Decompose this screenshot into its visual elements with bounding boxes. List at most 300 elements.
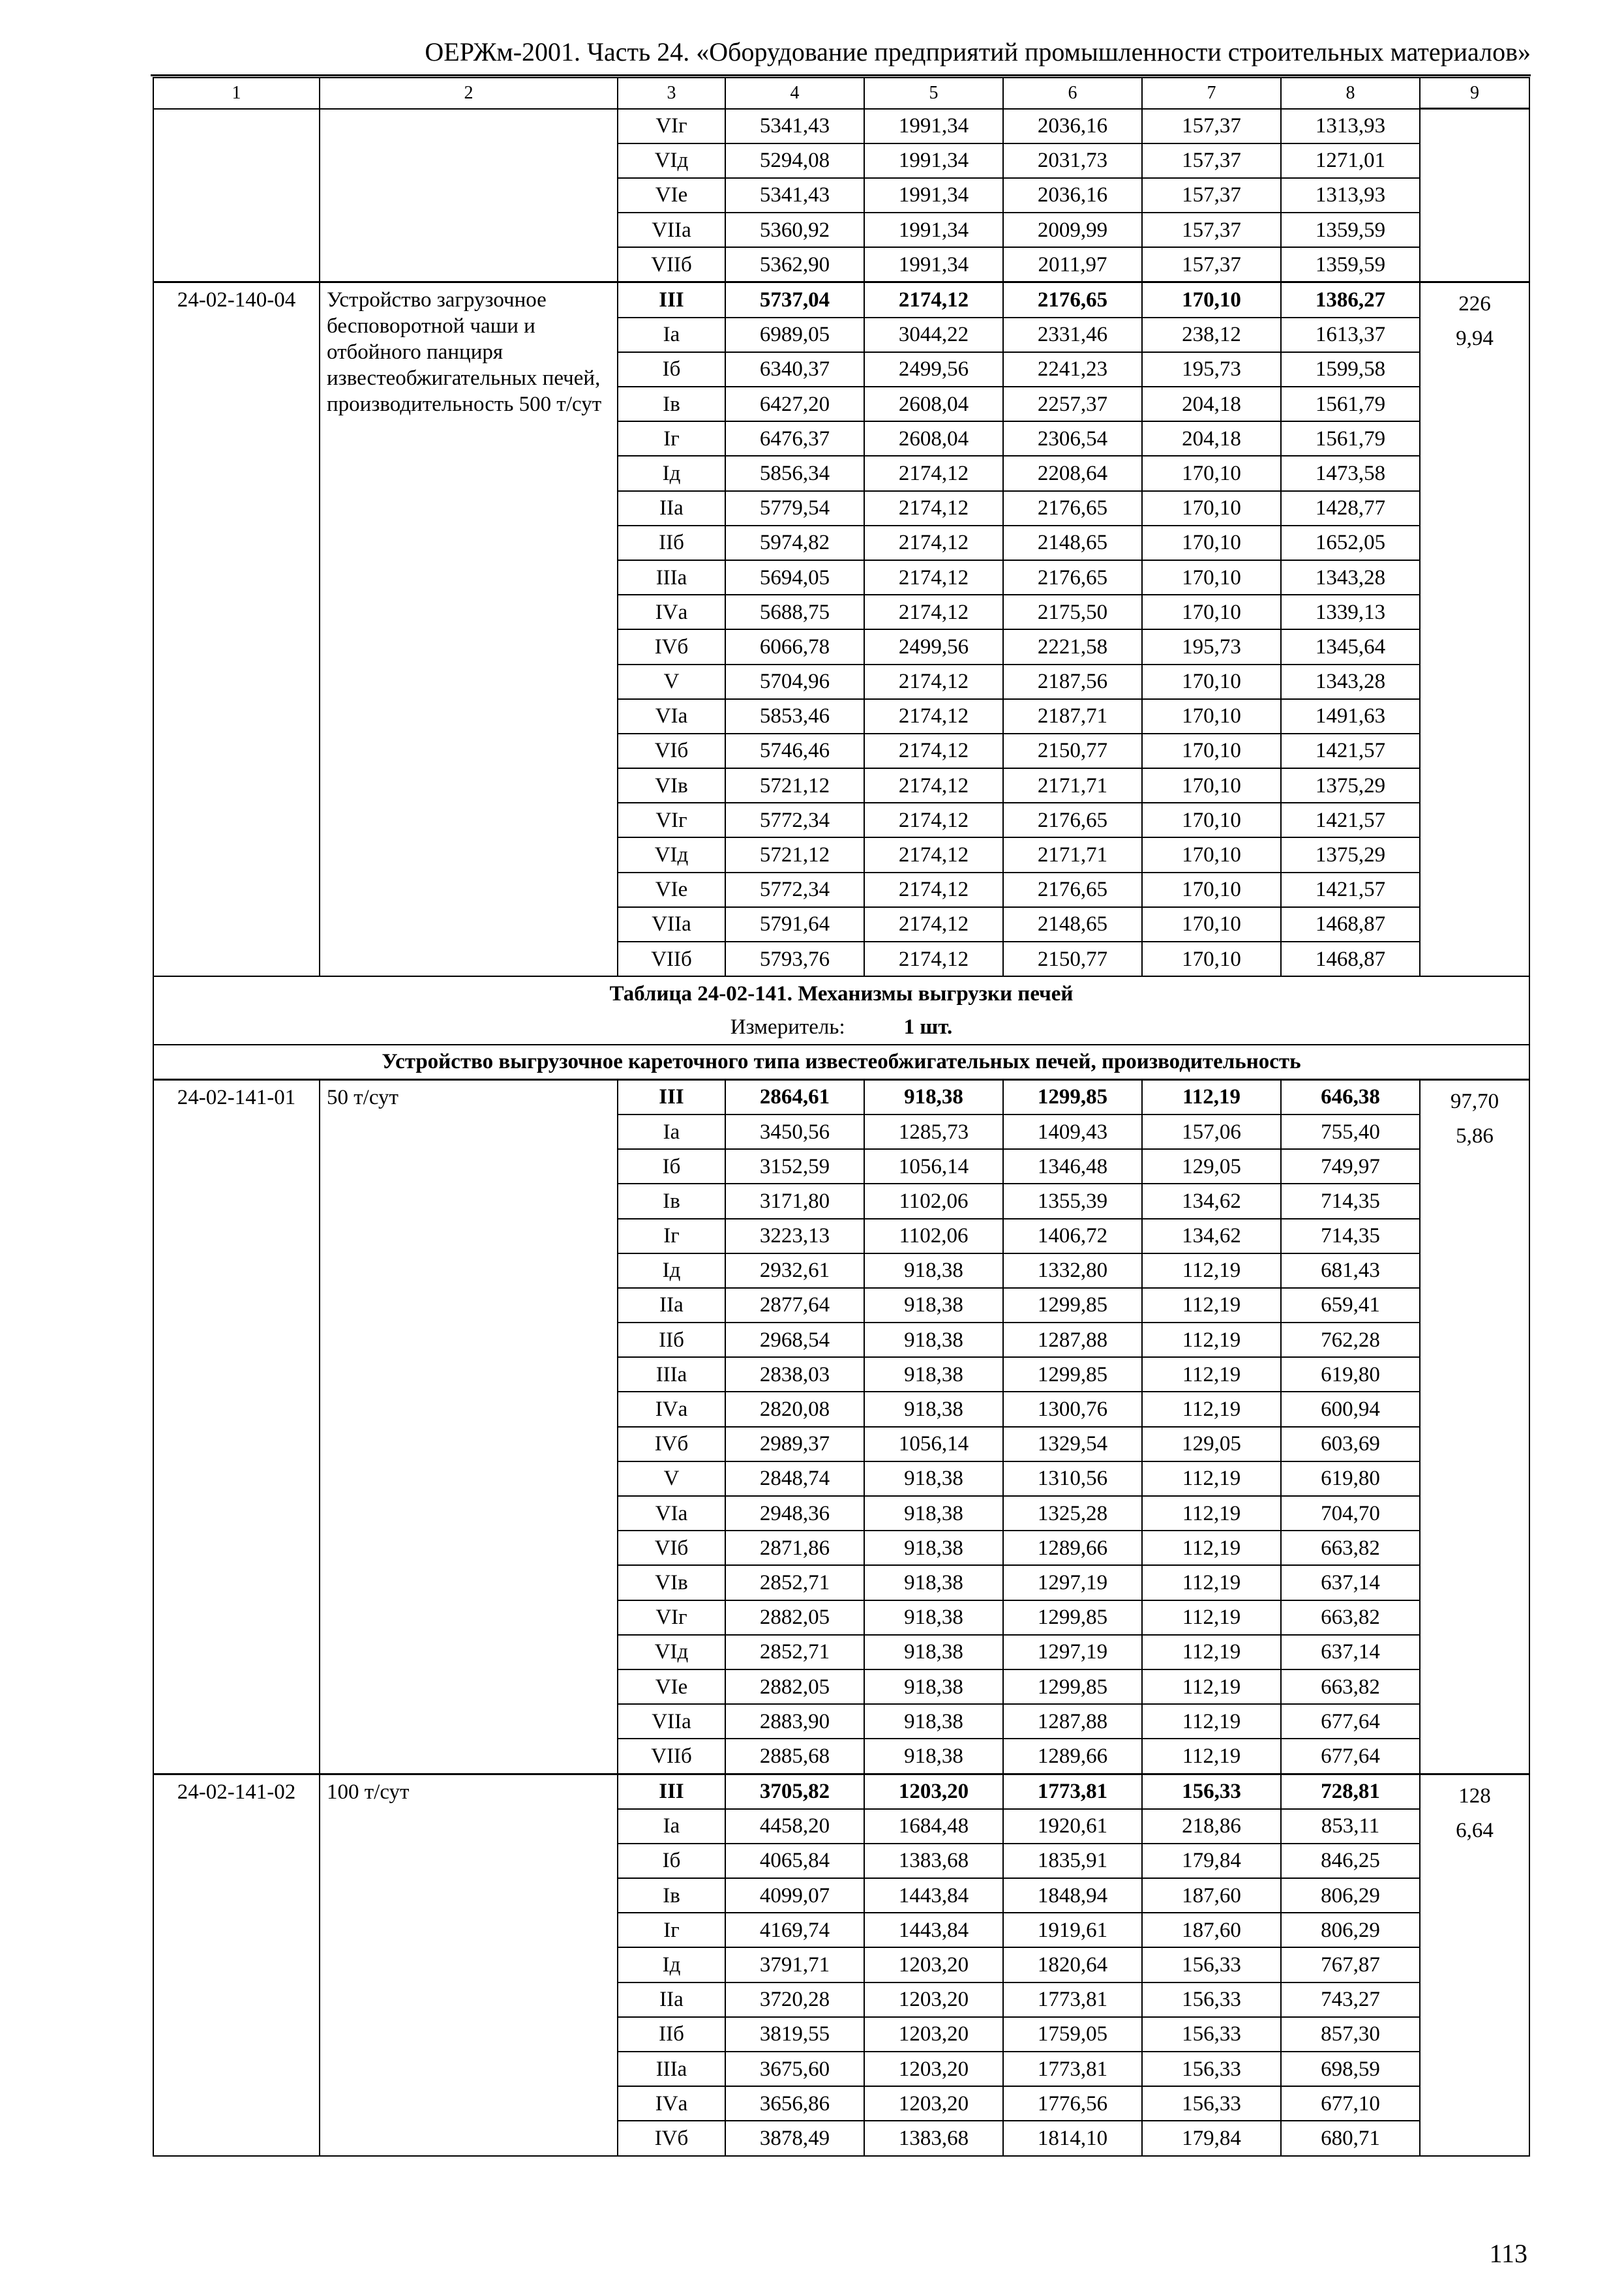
price-value: 6066,78	[725, 629, 864, 664]
price-value: 1299,85	[1003, 1600, 1142, 1635]
price-value: 2989,37	[725, 1427, 864, 1461]
price-value: 918,38	[864, 1253, 1003, 1288]
table-row	[153, 109, 1529, 143]
price-value: 1406,72	[1003, 1219, 1142, 1253]
price-value: 918,38	[864, 1531, 1003, 1565]
price-value: 187,60	[1142, 1878, 1281, 1913]
price-value: 1287,88	[1003, 1704, 1142, 1739]
price-value: 112,19	[1142, 1600, 1281, 1635]
price-value: 714,35	[1281, 1184, 1420, 1218]
price-value: 3819,55	[725, 2017, 864, 2052]
price-value: 1773,81	[1003, 1774, 1142, 1809]
price-value: 2306,54	[1003, 421, 1142, 456]
price-value: 5791,64	[725, 907, 864, 942]
price-value: 1443,84	[864, 1913, 1003, 1947]
table-title-row	[153, 976, 1529, 1010]
price-value: 2608,04	[864, 421, 1003, 456]
price-value: 2171,71	[1003, 768, 1142, 803]
price-value: 2174,12	[864, 665, 1003, 699]
column-number: 9	[1420, 78, 1529, 109]
price-value: 698,59	[1281, 2052, 1420, 2086]
zone-label: VIIб	[618, 1739, 725, 1774]
price-value: 5793,76	[725, 942, 864, 976]
price-value: 1203,20	[864, 2086, 1003, 2121]
rate-code: 24-02-140-04	[153, 282, 320, 976]
zone-label: IIб	[618, 2017, 725, 2052]
price-value: 179,84	[1142, 1844, 1281, 1878]
price-value: 170,10	[1142, 456, 1281, 490]
price-value: 1102,06	[864, 1184, 1003, 1218]
rate-code: 24-02-141-01	[153, 1079, 320, 1774]
zone-label: Iг	[618, 1913, 725, 1947]
price-value: 1203,20	[864, 2052, 1003, 2086]
price-value: 1332,80	[1003, 1253, 1142, 1288]
price-value: 1287,88	[1003, 1323, 1142, 1357]
price-value: 2174,12	[864, 873, 1003, 907]
price-value: 170,10	[1142, 560, 1281, 595]
price-value: 2187,56	[1003, 665, 1142, 699]
price-value: 600,94	[1281, 1392, 1420, 1426]
column-number: 6	[1003, 78, 1142, 109]
price-value: 1599,58	[1281, 352, 1420, 387]
zone-label: VIа	[618, 1496, 725, 1531]
price-value: 1271,01	[1281, 143, 1420, 178]
price-value: 1297,19	[1003, 1635, 1142, 1669]
price-value: 204,18	[1142, 421, 1281, 456]
price-value: 1386,27	[1281, 282, 1420, 318]
price-value: 129,05	[1142, 1149, 1281, 1184]
price-value: 5853,46	[725, 699, 864, 734]
zone-label: IIа	[618, 1982, 725, 2017]
price-value: 112,19	[1142, 1531, 1281, 1565]
price-value: 170,10	[1142, 734, 1281, 768]
rate-code	[153, 109, 320, 282]
column-9-values	[1420, 1079, 1529, 1774]
price-value: 2009,99	[1003, 213, 1142, 247]
price-value: 2174,12	[864, 526, 1003, 560]
column-9-value: 128	[1458, 1784, 1491, 1808]
price-value: 2948,36	[725, 1496, 864, 1531]
zone-label: VIг	[618, 1600, 725, 1635]
price-value: 2968,54	[725, 1323, 864, 1357]
price-value: 170,10	[1142, 837, 1281, 872]
price-value: 129,05	[1142, 1427, 1281, 1461]
price-value: 2852,71	[725, 1635, 864, 1669]
price-value: 1421,57	[1281, 873, 1420, 907]
price-value: 2174,12	[864, 595, 1003, 629]
price-value: 1991,34	[864, 213, 1003, 247]
price-value: 1355,39	[1003, 1184, 1142, 1218]
price-value: 5341,43	[725, 178, 864, 213]
zone-label: Iб	[618, 352, 725, 387]
zone-label: VIе	[618, 178, 725, 213]
price-value: 1299,85	[1003, 1079, 1142, 1115]
price-value: 1056,14	[864, 1149, 1003, 1184]
price-value: 1776,56	[1003, 2086, 1142, 2121]
zone-label: IVа	[618, 595, 725, 629]
price-value: 714,35	[1281, 1219, 1420, 1253]
price-value: 5294,08	[725, 143, 864, 178]
price-value: 1421,57	[1281, 803, 1420, 837]
zone-label: V	[618, 665, 725, 699]
price-value: 603,69	[1281, 1427, 1420, 1461]
column-number: 4	[725, 78, 864, 109]
price-value: 112,19	[1142, 1739, 1281, 1774]
price-value: 1773,81	[1003, 1982, 1142, 2017]
price-value: 2864,61	[725, 1079, 864, 1115]
price-value: 1339,13	[1281, 595, 1420, 629]
column-9-value: 6,64	[1456, 1818, 1494, 1842]
price-value: 3720,28	[725, 1982, 864, 2017]
zone-label: IIб	[618, 1323, 725, 1357]
price-value: 5737,04	[725, 282, 864, 318]
zone-label: VIб	[618, 734, 725, 768]
price-value: 179,84	[1142, 2121, 1281, 2155]
price-value: 5704,96	[725, 665, 864, 699]
price-value: 156,33	[1142, 1982, 1281, 2017]
rate-description: 100 т/сут	[320, 1774, 618, 2156]
column-number: 3	[618, 78, 725, 109]
zone-label: IIIа	[618, 1357, 725, 1392]
price-value: 918,38	[864, 1496, 1003, 1531]
price-value: 2011,97	[1003, 247, 1142, 282]
price-value: 659,41	[1281, 1288, 1420, 1323]
price-value: 134,62	[1142, 1184, 1281, 1218]
zone-label: VIе	[618, 873, 725, 907]
price-value: 2499,56	[864, 629, 1003, 664]
price-value: 5772,34	[725, 803, 864, 837]
price-value: 3656,86	[725, 2086, 864, 2121]
zone-label: Iв	[618, 387, 725, 421]
price-value: 2499,56	[864, 352, 1003, 387]
price-value: 157,37	[1142, 178, 1281, 213]
zone-label: VIIб	[618, 247, 725, 282]
price-value: 6476,37	[725, 421, 864, 456]
price-value: 157,37	[1142, 143, 1281, 178]
column-9-values	[1420, 109, 1529, 282]
price-value: 170,10	[1142, 282, 1281, 318]
zone-label: Iг	[618, 421, 725, 456]
price-value: 918,38	[864, 1357, 1003, 1392]
price-value: 112,19	[1142, 1704, 1281, 1739]
price-value: 853,11	[1281, 1809, 1420, 1844]
price-value: 2174,12	[864, 803, 1003, 837]
price-value: 1473,58	[1281, 456, 1420, 490]
zone-label: III	[618, 282, 725, 318]
price-value: 1203,20	[864, 1774, 1003, 1809]
zone-label: VIIб	[618, 942, 725, 976]
price-value: 2174,12	[864, 699, 1003, 734]
zone-label: IVб	[618, 629, 725, 664]
price-value: 2176,65	[1003, 491, 1142, 526]
price-value: 3791,71	[725, 1947, 864, 1982]
price-value: 2174,12	[864, 456, 1003, 490]
zone-label: VIд	[618, 837, 725, 872]
price-value: 2241,23	[1003, 352, 1142, 387]
zone-label: VIб	[618, 1531, 725, 1565]
price-value: 157,06	[1142, 1115, 1281, 1149]
zone-label: IVа	[618, 2086, 725, 2121]
zone-label: Iд	[618, 456, 725, 490]
price-value: 4065,84	[725, 1844, 864, 1878]
price-value: 749,97	[1281, 1149, 1420, 1184]
price-value: 5779,54	[725, 491, 864, 526]
price-value: 5694,05	[725, 560, 864, 595]
price-value: 4458,20	[725, 1809, 864, 1844]
price-value: 1359,59	[1281, 213, 1420, 247]
rate-description: 50 т/сут	[320, 1079, 618, 1774]
price-value: 5772,34	[725, 873, 864, 907]
price-value: 918,38	[864, 1288, 1003, 1323]
section-heading-row	[153, 1045, 1529, 1080]
price-value: 2031,73	[1003, 143, 1142, 178]
price-value: 2150,77	[1003, 942, 1142, 976]
column-number: 2	[320, 78, 618, 109]
zone-label: Iб	[618, 1844, 725, 1878]
price-value: 755,40	[1281, 1115, 1420, 1149]
price-value: 1468,87	[1281, 942, 1420, 976]
price-value: 2176,65	[1003, 803, 1142, 837]
price-value: 1299,85	[1003, 1357, 1142, 1392]
price-value: 918,38	[864, 1704, 1003, 1739]
column-9-values	[1420, 282, 1529, 976]
zone-label: VIг	[618, 803, 725, 837]
price-value: 2885,68	[725, 1739, 864, 1774]
zone-label: IIа	[618, 1288, 725, 1323]
price-value: 1297,19	[1003, 1565, 1142, 1600]
price-value: 1203,20	[864, 2017, 1003, 2052]
price-value: 637,14	[1281, 1565, 1420, 1600]
rate-description: Устройство загрузочное бесповоротной чаши и отбойного панциря известеобжигательных печей, производительность 500 т/сут	[320, 282, 618, 976]
price-value: 2174,12	[864, 768, 1003, 803]
column-9-value: 5,86	[1456, 1124, 1494, 1148]
price-value: 238,12	[1142, 318, 1281, 352]
price-value: 1991,34	[864, 109, 1003, 143]
price-value: 677,64	[1281, 1739, 1420, 1774]
price-value: 3878,49	[725, 2121, 864, 2155]
measure-value: 1 шт.	[903, 1015, 953, 1039]
price-value: 5721,12	[725, 768, 864, 803]
price-value: 1299,85	[1003, 1669, 1142, 1704]
price-value: 134,62	[1142, 1219, 1281, 1253]
price-value: 3450,56	[725, 1115, 864, 1149]
measure-label: Измеритель:	[730, 1015, 845, 1039]
price-value: 195,73	[1142, 352, 1281, 387]
price-value: 218,86	[1142, 1809, 1281, 1844]
price-value: 204,18	[1142, 387, 1281, 421]
zone-label: VIIа	[618, 907, 725, 942]
price-value: 5856,34	[725, 456, 864, 490]
price-value: 170,10	[1142, 768, 1281, 803]
measure-unit	[153, 1010, 1529, 1044]
column-number: 8	[1281, 78, 1420, 109]
zone-label: IIIа	[618, 2052, 725, 2086]
price-value: 2174,12	[864, 837, 1003, 872]
column-9-values	[1420, 1774, 1529, 2156]
table-row	[153, 282, 1529, 318]
price-value: 4099,07	[725, 1878, 864, 1913]
price-value: 187,60	[1142, 1913, 1281, 1947]
column-number: 7	[1142, 78, 1281, 109]
price-value: 3171,80	[725, 1184, 864, 1218]
price-value: 1820,64	[1003, 1947, 1142, 1982]
zone-label: Iг	[618, 1219, 725, 1253]
price-value: 918,38	[864, 1600, 1003, 1635]
price-value: 2221,58	[1003, 629, 1142, 664]
price-value: 5360,92	[725, 213, 864, 247]
price-value: 846,25	[1281, 1844, 1420, 1878]
price-value: 2882,05	[725, 1600, 864, 1635]
table-title: Таблица 24-02-141. Механизмы выгрузки печей	[153, 976, 1529, 1010]
price-value: 1299,85	[1003, 1288, 1142, 1323]
price-value: 112,19	[1142, 1357, 1281, 1392]
price-value: 156,33	[1142, 2086, 1281, 2121]
price-value: 156,33	[1142, 2017, 1281, 2052]
price-value: 5746,46	[725, 734, 864, 768]
column-9-value: 226	[1458, 292, 1491, 316]
price-value: 170,10	[1142, 665, 1281, 699]
price-value: 2174,12	[864, 907, 1003, 942]
price-value: 762,28	[1281, 1323, 1420, 1357]
zone-label: VIа	[618, 699, 725, 734]
price-value: 2608,04	[864, 387, 1003, 421]
price-value: 157,37	[1142, 247, 1281, 282]
price-value: 3675,60	[725, 2052, 864, 2086]
price-value: 156,33	[1142, 1774, 1281, 1809]
price-value: 1300,76	[1003, 1392, 1142, 1426]
price-value: 619,80	[1281, 1461, 1420, 1496]
price-value: 1409,43	[1003, 1115, 1142, 1149]
zone-label: VIIа	[618, 213, 725, 247]
price-value: 1848,94	[1003, 1878, 1142, 1913]
price-value: 170,10	[1142, 491, 1281, 526]
price-value: 2932,61	[725, 1253, 864, 1288]
zone-label: V	[618, 1461, 725, 1496]
zone-label: III	[618, 1774, 725, 1809]
rates-table-body	[153, 78, 1529, 2156]
price-value: 1343,28	[1281, 665, 1420, 699]
price-value: 170,10	[1142, 699, 1281, 734]
price-value: 3044,22	[864, 318, 1003, 352]
price-value: 2331,46	[1003, 318, 1142, 352]
zone-label: VIд	[618, 143, 725, 178]
price-value: 112,19	[1142, 1392, 1281, 1426]
price-value: 646,38	[1281, 1079, 1420, 1115]
price-value: 1561,79	[1281, 421, 1420, 456]
price-value: 1313,93	[1281, 109, 1420, 143]
price-value: 112,19	[1142, 1079, 1281, 1115]
price-value: 663,82	[1281, 1600, 1420, 1635]
price-value: 2257,37	[1003, 387, 1142, 421]
price-value: 918,38	[864, 1079, 1003, 1115]
table-row	[153, 1774, 1529, 1809]
price-value: 2174,12	[864, 491, 1003, 526]
price-value: 2882,05	[725, 1669, 864, 1704]
price-value: 6989,05	[725, 318, 864, 352]
price-value: 156,33	[1142, 2052, 1281, 2086]
price-value: 2171,71	[1003, 837, 1142, 872]
price-value: 112,19	[1142, 1323, 1281, 1357]
price-value: 637,14	[1281, 1635, 1420, 1669]
price-value: 918,38	[864, 1461, 1003, 1496]
table-row	[153, 1079, 1529, 1115]
price-value: 680,71	[1281, 2121, 1420, 2155]
price-value: 1991,34	[864, 143, 1003, 178]
price-value: 767,87	[1281, 1947, 1420, 1982]
price-value: 170,10	[1142, 526, 1281, 560]
price-value: 806,29	[1281, 1913, 1420, 1947]
price-value: 743,27	[1281, 1982, 1420, 2017]
price-value: 2187,71	[1003, 699, 1142, 734]
price-value: 1814,10	[1003, 2121, 1142, 2155]
zone-label: III	[618, 1079, 725, 1115]
price-value: 2848,74	[725, 1461, 864, 1496]
price-value: 2877,64	[725, 1288, 864, 1323]
price-value: 112,19	[1142, 1496, 1281, 1531]
price-value: 2036,16	[1003, 178, 1142, 213]
price-value: 918,38	[864, 1669, 1003, 1704]
page-number: 113	[1489, 2239, 1527, 2268]
price-value: 5688,75	[725, 595, 864, 629]
price-value: 918,38	[864, 1565, 1003, 1600]
document-header: ОЕРЖм-2001. Часть 24. «Оборудование предприятий промышленности строительных материалов»	[425, 37, 1531, 67]
price-value: 112,19	[1142, 1288, 1281, 1323]
price-value: 918,38	[864, 1739, 1003, 1774]
zone-label: Iд	[618, 1253, 725, 1288]
price-value: 1835,91	[1003, 1844, 1142, 1878]
price-value: 1561,79	[1281, 387, 1420, 421]
price-value: 663,82	[1281, 1669, 1420, 1704]
price-value: 1203,20	[864, 1982, 1003, 2017]
price-value: 3152,59	[725, 1149, 864, 1184]
price-value: 170,10	[1142, 942, 1281, 976]
price-value: 1428,77	[1281, 491, 1420, 526]
section-heading: Устройство выгрузочное кареточного типа известеобжигательных печей, производительность	[153, 1045, 1529, 1080]
price-value: 4169,74	[725, 1913, 864, 1947]
price-value: 1684,48	[864, 1809, 1003, 1844]
price-value: 5362,90	[725, 247, 864, 282]
price-value: 6340,37	[725, 352, 864, 387]
price-value: 170,10	[1142, 803, 1281, 837]
price-value: 1613,37	[1281, 318, 1420, 352]
zone-label: IVа	[618, 1392, 725, 1426]
price-value: 2176,65	[1003, 560, 1142, 595]
price-value: 112,19	[1142, 1461, 1281, 1496]
price-value: 1345,64	[1281, 629, 1420, 664]
price-value: 1652,05	[1281, 526, 1420, 560]
price-value: 112,19	[1142, 1565, 1281, 1600]
price-value: 918,38	[864, 1323, 1003, 1357]
price-value: 2208,64	[1003, 456, 1142, 490]
price-value: 663,82	[1281, 1531, 1420, 1565]
price-value: 5341,43	[725, 109, 864, 143]
zone-label: Iд	[618, 1947, 725, 1982]
price-value: 1491,63	[1281, 699, 1420, 734]
zone-label: Iа	[618, 1115, 725, 1149]
price-value: 156,33	[1142, 1947, 1281, 1982]
zone-label: IIб	[618, 526, 725, 560]
price-value: 157,37	[1142, 213, 1281, 247]
price-value: 5974,82	[725, 526, 864, 560]
price-value: 2175,50	[1003, 595, 1142, 629]
price-value: 1329,54	[1003, 1427, 1142, 1461]
price-value: 1375,29	[1281, 768, 1420, 803]
price-value: 195,73	[1142, 629, 1281, 664]
column-9-value: 97,70	[1450, 1089, 1499, 1113]
price-value: 1443,84	[864, 1878, 1003, 1913]
zone-label: VIд	[618, 1635, 725, 1669]
header-rule	[151, 74, 1531, 76]
